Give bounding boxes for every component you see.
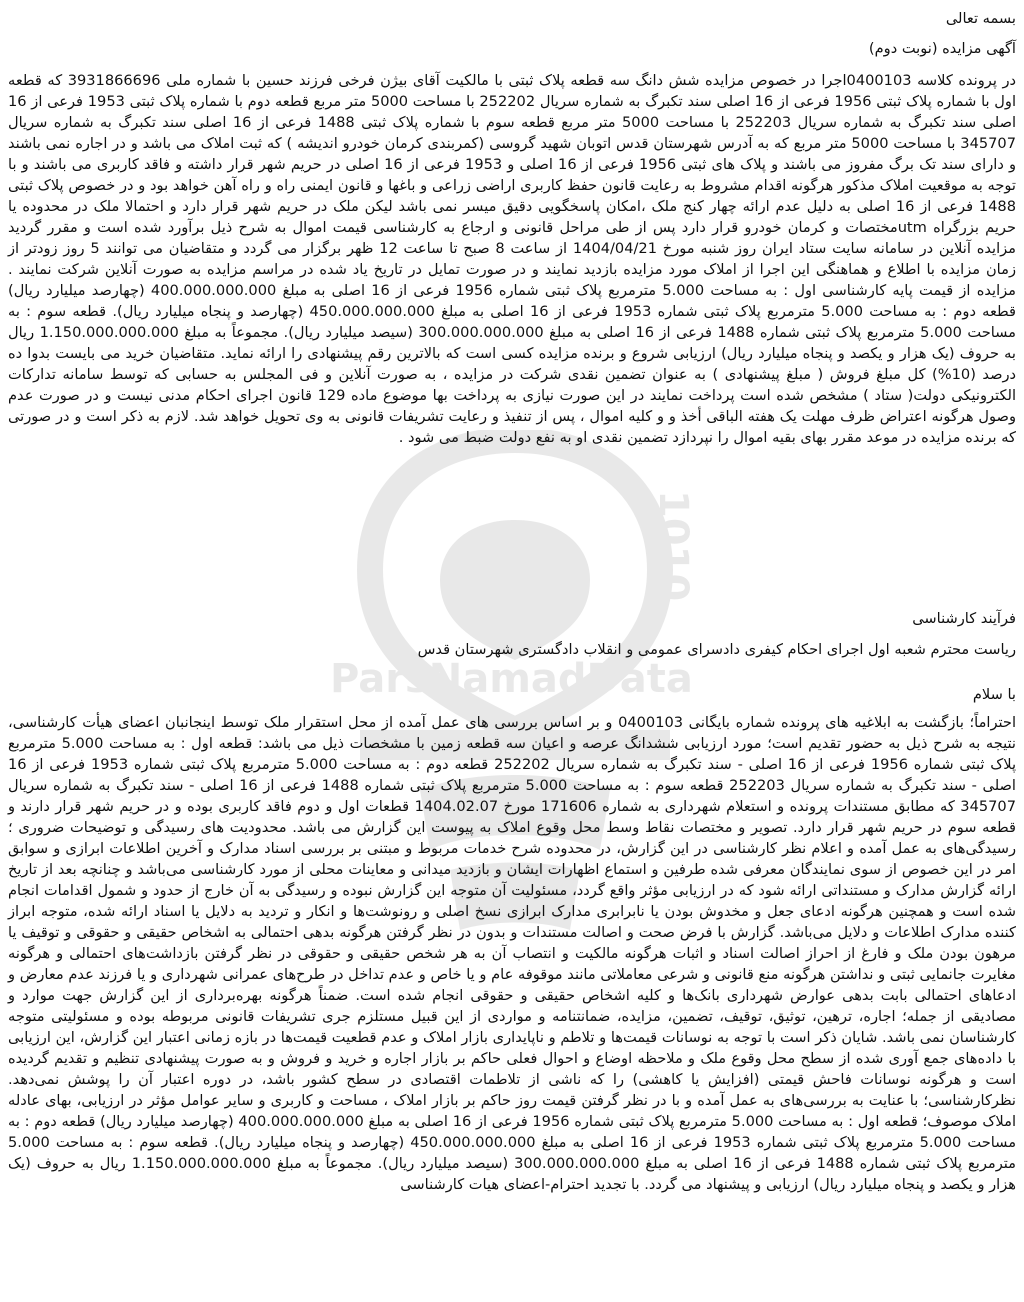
report-body: احتراماً؛ بازگشت به ابلاغیه های پرونده شماره بایگانی 0400103 و بر اساس بررسی های عمل آمده از محل استقرار ملک توسط اینجانبان اعضای هیأت کارشناسی، نتیجه به شرح ذیل به حضور تقدیم است؛ مورد ارزیابی ششدانگ عرصه و اعیان سه قطعه زمین با مشخصات ذیل می باشد: قطعه اول : به مساحت 5.000 مترمربع پلاک ثبتی شماره 1956 فرعی از 16 اصلی - سند تکبرگ به شماره سریال 252202 قطعه دوم : به مساحت 5.000 مترمربع پلاک ثبتی شماره 1953 فرعی از 16 اصلی - سند تکبرگ به شماره سریال 252203 قطعه سوم : به مساحت 5.000 مترمربع پلاک ثبتی شماره 1488 فرعی از 16 اصلی - سند تکبرگ به شماره سریال 345707 که مطابق مستندات پرونده و استعلام شهرداری به شماره 171606 مورخ 1404.02.07 قطعات اول و دوم فاقد کاربری بوده و در حریم شهر قرار دارند و قطعه سوم در حریم شهر قرار دارد. تصویر و مختصات نقاط وسط محل وقوع املاک به پیوست این گزارش می باشد. محدودیت های رسیدگی و توضیحات ضروری ؛ رسیدگی‌های به عمل آمده و اعلام نظر کارشناسی در این گزارش، در محدوده شرح خدمات مربوط و مبتنی بر بررسی اسناد مدارک و آخرین اطلاعات ابرازی و سوابق امر در این خصوص از سوی نمایندگان معرفی شده طرفین و استماع اظهارات ایشان و بازدید میدانی و معاینات محلی از مورد کارشناسی می‌باشد و چنانچه بعد از تاریخ ارائه گزارش مدارک و مستنداتی ارائه شود که در ارزیابی مؤثر واقع گردد، مسئولیت آن متوجه این گزارش نبوده و رسیدگی به آن خارج از حدود و شمول اقدامات انجام شده است و همچنین هرگونه ادعای جعل و مخدوش بودن یا نابرابری مدارک ابرازی نسخ اصلی و رونوشت‌ها و انکار و تردید به دلایل یا اسناد ارائه شده، متوجه ابراز کننده مدارک اطلاعات و دلایل می‌باشد. گزارش با فرض صحت و اصالت مستندات و بدون در نظر گرفتن هرگونه بدهی احتمالی به اشخاص حقیقی و حقوقی و توقیف یا مرهون بودن ملک و فارغ از احراز اصالت اسناد و اثبات هرگونه مالکیت و انتصاب آن به هر شخص حقیقی و حقوقی در نظر گرفتن بازداشت‌های احتمالی و هرگونه مغایرت جانمایی ثبتی و نداشتن هرگونه منع قانونی و شرعی معاملاتی مانند موقوفه عام و یا خاص و عدم تداخل در طرح‌های عمرانی شهرداری و یا فرزند عدم معارض و ادعاهای احتمالی بابت بدهی عوارض شهرداری بانک‌ها و کلیه اشخاص حقیقی و حقوقی انجام شده است. ضمناً هرگونه بهره‌برداری از این گزارش جهت موارد و مصادیقی از جمله؛ اجاره، ترهین، توثیق، توقیف، تضمین، مزایده، ضمانتنامه و مواردی از این قبیل مستلزم جری تشریفات قانونی مربوطه بوده و مسئولیتی متوجه کارشناسان نمی باشد. شایان ذکر است با توجه به نوسانات قیمت‌ها و تلاطم و ناپایداری بازار املاک و عدم قطعیت قیمت‌ها در بازه زمانی اعتبار این گزارش، این ارزیابی با داده‌های جمع آوری شده از سطح محل وقوع ملک و ملاحظه اوضاع و احوال فعلی حاکم بر بازار اجاره و خرید و فروش و به صورت پیشنهادی تنظیم و تقدیم گردیده است و هرگونه نوسانات فاحش قیمتی (افزایش یا کاهشی) را که ناشی از تلاطمات اقتصادی در سطح کشور باشد، در دوره اعتبار آن را پوشش نمی‌دهد. نظرکارشناسی؛ با عنایت به بررسی‌های به عمل آمده و با در نظر گرفتن قیمت روز حاکم بر بازار املاک ، مساحت و کاربری و سایر عوامل مؤثر در ارزیابی، بهای عادله املاک موصوف؛ قطعه اول : به مساحت 5.000 مترمربع پلاک ثبتی شماره 1956 فرعی از 16 اصلی به مبلغ 400.000.000.000 (چهارصد میلیارد ریال) قطعه دوم : به مساحت 5.000 مترمربع پلاک ثبتی شماره 1953 فرعی از 16 اصلی به مبلغ 450.000.000.000 (چهارصد و پنجاه میلیارد ریال). قطعه سوم : به مساحت 5.000 مترمربع پلاک ثبتی شماره 1488 فرعی از 16 اصلی به مبلغ 300.000.000.000 (سیصد میلیارد ریال). مجموعاً به مبلغ 1.150.000.000.000 ریال به حروف (یک هزار و یکصد و پنجاه میلیارد ریال) ارزیابی و پیشنهاد می گردد. با تجدید احترام-اعضای هیات کارشناسی	[8, 714, 1017, 1193]
report-greeting: با سلام	[972, 686, 1016, 703]
report-addressee: ریاست محترم شعبه اول اجرای احکام کیفری دادسرای عمومی و انقلاب دادگستری شهرستان قدس	[417, 641, 1016, 658]
report-heading: فرآیند کارشناسی	[912, 610, 1016, 627]
watermark-digits: 1010	[650, 490, 696, 602]
notice-heading: بسمه تعالی	[945, 10, 1016, 27]
watermark-brand-text: ParsNamadData	[330, 656, 693, 702]
notice-subheading: آگهی مزایده (نوبت دوم)	[868, 40, 1016, 57]
notice-body: در پرونده کلاسه 0400103اجرا در خصوص مزایده شش دانگ سه قطعه پلاک ثبتی با مالکیت آقای بیژن فرخی فرزند حسین با شماره ملی 3931866696 که قطعه اول با شماره پلاک ثبتی 1956 فرعی از 16 اصلی سند تکبرگ به شماره سریال 252202 با مساحت 5000 متر مربع قطعه دوم با شماره پلاک ثبتی 1953 فرعی از 16 اصلی سند تکبرگ به شماره سریال 252203 با مساحت 5000 متر مربع قطعه سوم با شماره پلاک ثبتی 1488 فرعی از 16 اصلی سند تکبرگ به شماره سریال 345707 با مساحت 5000 متر مربع که به آدرس شهرستان قدس اتوبان شهید گروسی (کمربندی کرمان خودرو اندیشه ) که ثبت املاک می باشد و در اجاره نمی باشند و دارای سند تک برگ مفروز می باشند و پلاک های ثبتی 1956 فرعی از 16 اصلی و 1953 فرعی از 16 اصلی در حریم شهر قرار داشته و فاقد کاربری می باشند و با توجه به موقعیت املاک مذکور هرگونه اقدام مشروط به رعایت قانون حفظ کاربری اراضی زراعی و باغها و قانون ایمنی راه و راه آهن خواهد بود و در خصوص پلاک ثبتی 1488 فرعی از 16 اصلی به دلیل عدم ارائه چهار کنج ملک ،امکان پاسخگویی دقیق میسر نمی باشد لیکن ملک در حریم شهر قرار دارد و احتمالا ملک در محدوده یا حریم بزرگراه utmمختصات و کرمان خودرو قرار دارد پس از طی مراحل قانونی و ارجاع به کارشناسی قیمت اموال به شرح ذیل برآورد شده است و مقرر گردید مزایده آنلاین در سامانه سایت ستاد ایران روز شنبه مورخ 1404/04/21 از ساعت 8 صبح تا ساعت 12 ظهر برگزار می گردد و متقاضیان می توانند 5 روز زودتر از زمان مزایده با اطلاع و هماهنگی این اجرا از املاک مورد مزایده بازدید نمایند و در صورت تمایل در تاریخ یاد شده در مراسم مزایده به صورت آنلاین شرکت نمایند . مزایده از قیمت پایه کارشناسی اول : به مساحت 5.000 مترمربع پلاک ثبتی شماره 1956 فرعی از 16 اصلی به مبلغ 400.000.000.000 (چهارصد میلیارد ریال) قطعه دوم : به مساحت 5.000 مترمربع پلاک ثبتی شماره 1953 فرعی از 16 اصلی به مبلغ 450.000.000.000 (چهارصد و پنجاه میلیارد ریال). قطعه سوم : به مساحت 5.000 مترمربع پلاک ثبتی شماره 1488 فرعی از 16 اصلی به مبلغ 300.000.000.000 (سیصد میلیارد ریال). مجموعاً به مبلغ 1.150.000.000.000 ریال به حروف (یک هزار و یکصد و پنجاه میلیارد ریال) ارزیابی شروع و برنده مزایده کسی است که بالاترین رقم پیشنهادی را ارائه نماید. متقاضیان خرید می بایست بدوا ده درصد (10%) کل مبلغ فروش ( مبلغ پیشنهادی ) به عنوان تضمین نقدی شرکت در مزایده ، به صورت آنلاین و فی المجلس به حسابی که توسط سامانه تدارکات الکترونیکی دولت( ستاد ) مشخص شده است پرداخت نمایند در این صورت نیازی به پرداخت بها موضوع ماده 129 قانون اجرای احکام مدنی نیست و در صورت عدم وصول هرگونه اعتراض ظرف مهلت یک هفته الباقی أخذ و و کلیه اموال ، پس از تنفیذ و رعایت تشریفات قانونی به وی تحویل خواهد شد. لازم به ذکر است و در صورتی که برنده مزایده در موعد مقرر بهای بقیه اموال را نپردازد تضمین نقدی او به نفع دولت ضبط می شود .	[8, 72, 1017, 446]
